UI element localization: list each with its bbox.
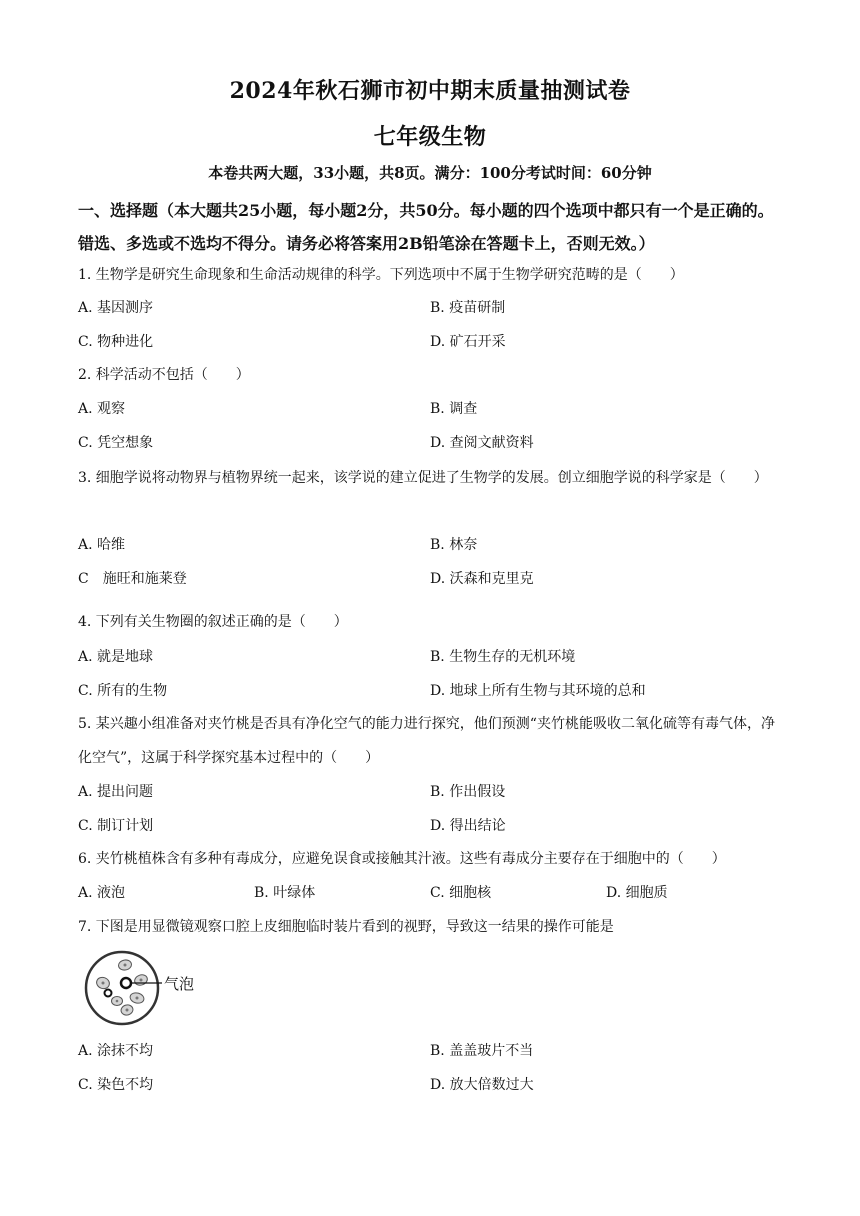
q4-option-b: B. 生物生存的无机环境	[430, 649, 576, 665]
q1-option-a: A. 基因测序	[78, 300, 154, 316]
question-stem-1: 1. 生物学是研究生命现象和生命活动规律的科学。下列选项中不属于生物学研究范畴的是（ ）	[78, 267, 684, 283]
q6-option-a: A. 液泡	[78, 885, 126, 901]
question-stem-6: 6. 夹竹桃植株含有多种有毒成分，应避免误食或接触其汁液。这些有毒成分主要存在于细胞中的（ ）	[78, 851, 726, 867]
microscope-field-svg	[82, 950, 212, 1030]
section-heading: 一、选择题（本大题共25小题，每小题2分，共50分。每小题的四个选项中都只有一个是正确的。错选、多选或不选均不得分。请务必将答案用2B铅笔涂在答题卡上，否则无效。）	[78, 201, 774, 253]
q1-option-c: C. 物种进化	[78, 334, 154, 350]
exam-title: 2024年秋石狮市初中期末质量抽测试卷	[229, 78, 631, 104]
q3-option-c: C 施旺和施莱登	[78, 571, 187, 587]
q6-option-d: D. 细胞质	[606, 885, 668, 901]
exam-subtitle: 七年级生物	[373, 124, 487, 150]
q7-option-c: C. 染色不均	[78, 1077, 154, 1093]
q3-option-b: B. 林奈	[430, 537, 478, 553]
q6-option-b: B. 叶绿体	[254, 885, 316, 901]
q4-option-c: C. 所有的生物	[78, 683, 168, 699]
bubble-label: 气泡	[164, 975, 195, 993]
q2-option-b: B. 调查	[430, 401, 478, 417]
q5-option-d: D. 得出结论	[430, 818, 506, 834]
q5-option-a: A. 提出问题	[78, 784, 154, 800]
question-stem-2: 2. 科学活动不包括（ ）	[78, 367, 250, 383]
q2-option-a: A. 观察	[78, 401, 126, 417]
q4-option-d: D. 地球上所有生物与其环境的总和	[430, 683, 646, 699]
q2-option-c: C. 凭空想象	[78, 435, 154, 451]
exam-info: 本卷共两大题，33小题，共8页。满分：100分考试时间：60分钟	[208, 164, 652, 182]
q5-option-c: C. 制订计划	[78, 818, 154, 834]
q7-option-d: D. 放大倍数过大	[430, 1077, 534, 1093]
q3-option-d: D. 沃森和克里克	[430, 571, 534, 587]
q2-option-d: D. 查阅文献资料	[430, 435, 534, 451]
q6-option-c: C. 细胞核	[430, 885, 492, 901]
question-stem-4: 4. 下列有关生物圈的叙述正确的是（ ）	[78, 614, 348, 630]
question-stem-3: 3. 细胞学说将动物界与植物界统一起来，该学说的建立促进了生物学的发展。创立细胞学说的科学家是（ ）	[78, 470, 768, 486]
question-stem-5: 5. 某兴趣小组准备对夹竹桃是否具有净化空气的能力进行探究，他们预测“夹竹桃能吸收二氧化硫等有毒气体，净化空气”，这属于科学探究基本过程中的（ ）	[78, 716, 775, 766]
q1-option-b: B. 疫苗研制	[430, 300, 506, 316]
q1-option-d: D. 矿石开采	[430, 334, 506, 350]
q3-option-a: A. 哈维	[78, 537, 126, 553]
q5-option-b: B. 作出假设	[430, 784, 506, 800]
question-stem-7: 7. 下图是用显微镜观察口腔上皮细胞临时装片看到的视野，导致这一结果的操作可能是	[78, 919, 614, 935]
q7-option-b: B. 盖盖玻片不当	[430, 1043, 534, 1059]
q4-option-a: A. 就是地球	[78, 649, 154, 665]
q7-option-a: A. 涂抹不均	[78, 1043, 154, 1059]
microscope-field-figure	[82, 950, 212, 1030]
